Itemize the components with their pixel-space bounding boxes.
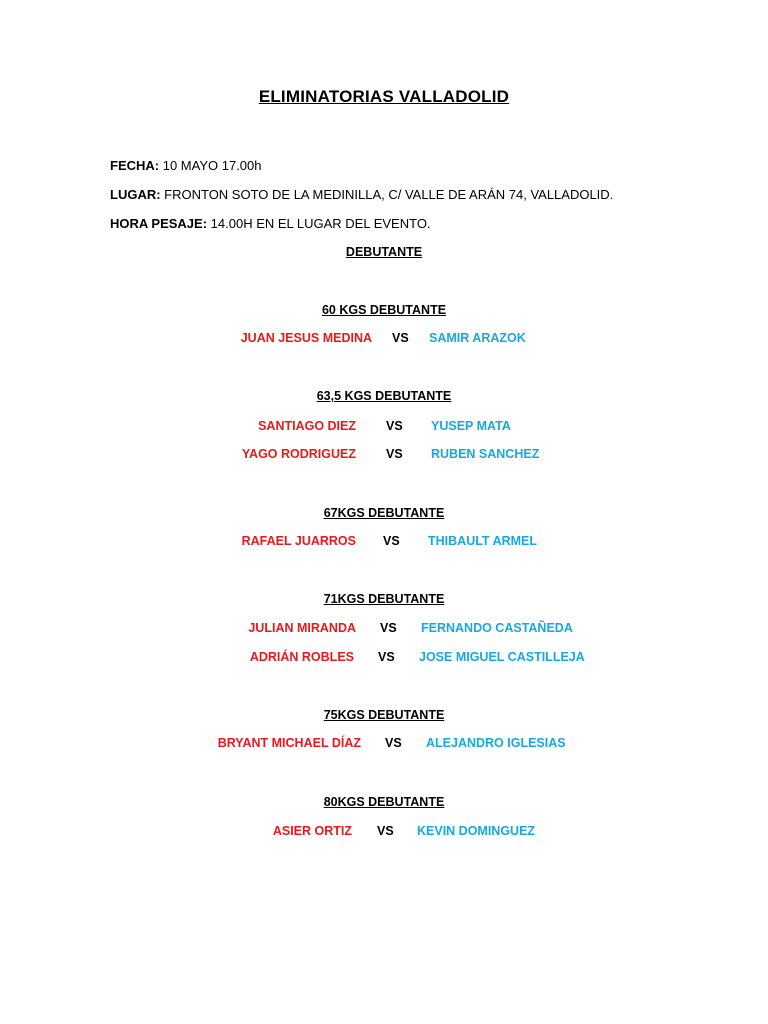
red-fighter: ADRIÁN ROBLES bbox=[249, 650, 354, 664]
fecha-line bbox=[110, 158, 261, 173]
category-heading: 63,5 KGS DEBUTANTE bbox=[316, 389, 452, 403]
blue-fighter: THIBAULT ARMEL bbox=[428, 534, 538, 548]
fecha-label: FECHA: bbox=[110, 158, 160, 173]
blue-fighter: JOSE MIGUEL CASTILLEJA bbox=[419, 650, 585, 664]
category-heading: 80KGS DEBUTANTE bbox=[323, 795, 445, 809]
blue-fighter: YUSEP MATA bbox=[431, 419, 511, 433]
bout-row bbox=[0, 419, 768, 437]
red-fighter: JULIAN MIRANDA bbox=[248, 621, 356, 635]
document-title: ELIMINATORIAS VALLADOLID bbox=[258, 87, 510, 106]
bout-row bbox=[0, 447, 768, 465]
fecha-value: 10 MAYO 17.00h bbox=[159, 158, 262, 173]
lugar-label: LUGAR: bbox=[110, 187, 161, 202]
red-fighter: ASIER ORTIZ bbox=[272, 824, 352, 838]
pesaje-value: 14.00H EN EL LUGAR DEL EVENTO. bbox=[207, 216, 431, 231]
vs-label: VS bbox=[386, 419, 403, 433]
red-fighter: RAFAEL JUARROS bbox=[241, 534, 356, 548]
bout-row bbox=[0, 534, 768, 552]
pesaje-line bbox=[110, 216, 431, 231]
vs-label: VS bbox=[385, 736, 402, 750]
bout-row bbox=[0, 331, 768, 349]
vs-label: VS bbox=[392, 331, 409, 345]
bout-row bbox=[0, 824, 768, 842]
category-heading: 75KGS DEBUTANTE bbox=[323, 708, 445, 722]
vs-label: VS bbox=[386, 447, 403, 461]
vs-label: VS bbox=[380, 621, 397, 635]
red-fighter: YAGO RODRIGUEZ bbox=[241, 447, 356, 461]
category-heading: 67KGS DEBUTANTE bbox=[323, 506, 445, 520]
pesaje-label: HORA PESAJE: bbox=[110, 216, 208, 231]
lugar-line bbox=[110, 187, 613, 202]
red-fighter: SANTIAGO DIEZ bbox=[258, 419, 356, 433]
red-fighter: JUAN JESUS MEDINA bbox=[240, 331, 372, 345]
category-heading: 71KGS DEBUTANTE bbox=[323, 592, 445, 606]
bout-row bbox=[0, 621, 768, 639]
blue-fighter: FERNANDO CASTAÑEDA bbox=[421, 621, 573, 635]
blue-fighter: SAMIR ARAZOK bbox=[429, 331, 526, 345]
section-heading: DEBUTANTE bbox=[345, 245, 423, 259]
blue-fighter: RUBEN SANCHEZ bbox=[431, 447, 540, 461]
vs-label: VS bbox=[377, 824, 394, 838]
bout-row bbox=[0, 650, 768, 668]
category-heading: 60 KGS DEBUTANTE bbox=[321, 303, 447, 317]
blue-fighter: KEVIN DOMINGUEZ bbox=[417, 824, 536, 838]
lugar-value: FRONTON SOTO DE LA MEDINILLA, C/ VALLE DE ARÁN 74, VALLADOLID. bbox=[160, 187, 614, 202]
vs-label: VS bbox=[378, 650, 395, 664]
vs-label: VS bbox=[383, 534, 400, 548]
red-fighter: BRYANT MICHAEL DÍAZ bbox=[217, 736, 361, 750]
bout-row bbox=[0, 736, 768, 754]
blue-fighter: ALEJANDRO IGLESIAS bbox=[426, 736, 566, 750]
